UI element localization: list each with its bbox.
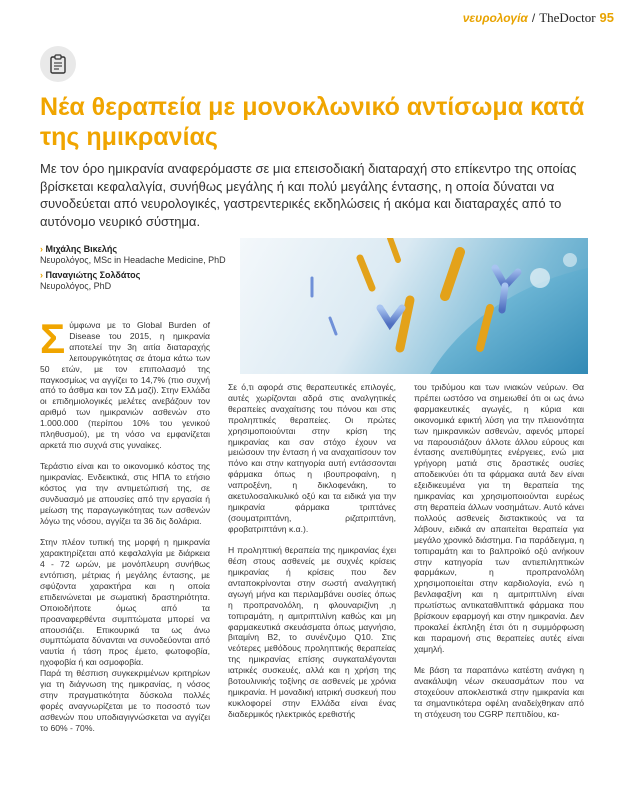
page-number: 95 xyxy=(599,10,614,25)
paragraph: Σε ό,τι αφορά στις θεραπευτικές επιλογές, αυτές χωρίζονται αδρά στις αναλγητικές θεραπείες αναχαίτισης του πόνου και στις προληπτικές θεραπείες. Οι πρώτες χρησιμοποιούνται στην κρίση της ημικρανίας και σαν στόχο έχουν να μειώσουν την ένταση ή να αναχαιτίσουν τον πόνο και στην κατηγορία αυτή εντάσσονται φάρμακα όπως η ιβουπροφαίνη, η ναπροξένη, η δικλοφενάκη, το ακετυλοσαλικυλικό οξύ και τα ειδικά για την ημικρανία φάρμακα τριπτάνες (σουματριπτάνη, ριζατριπτάνη, φροβατριπτάνη κ.α.). xyxy=(228,382,396,534)
paragraph: Παρά τη θέσπιση συγκεκριμένων κριτηρίων για τη διάγνωση της ημικρανίας, η νόσος στην πραγματικότητα δύσκολα πολλές φορές αναγνωρίζεται με το ποσοστό των ασθενών που υποδιαγιγνώσκεται να αγγίζει το 60% - 70%. xyxy=(40,668,210,733)
author-block xyxy=(40,240,240,292)
article-lead: Με τον όρο ημικρανία αναφερόμαστε σε μια επεισοδιακή διαταραχή στο επίκεντρο της οποίας βρίσκεται κεφαλαλγία, συνήθως μεγάλης ή και πολύ μεγάλης έντασης, η οποία δύναται να συνοδεύεται από νευρολογικές, γαστρεντερικές εκδηλώσεις ή ακόμα και διαταραχές από το αυτόνομο νευρικό σύστημα. xyxy=(40,161,577,229)
author-entry xyxy=(40,270,240,292)
paragraph: Τεράστιο είναι και το οικονομικό κόστος της ημικρανίας. Ενδεικτικά, στις ΗΠΑ το ετήσιο κόστος για την αντιμετώπισή της, σε συνδυασμό με απουσίες από την εργασία ή μείωση της παραγωγικότητας των ασθενών λόγω της νόσου, αγγίζει τα 36 δις δολάρια. xyxy=(40,461,210,526)
paragraph: Με βάση τα παραπάνω κατέστη ανάγκη η ανακάλυψη νέων σκευασμάτων που να στοχεύουν αποκλειστικά στην ημικρανία και τα σημαντικότερα οφέλη αναδείχθηκαν από τη στόχευση του CGRP πεπτιδίου, κα- xyxy=(414,665,584,719)
author-name: › Παναγιώτης Σολδάτος xyxy=(40,270,240,281)
author-entry xyxy=(40,244,240,266)
section-label: νευρολογία xyxy=(462,11,528,25)
header-separator: / xyxy=(531,11,536,25)
article-title: Νέα θεραπεία με μονοκλωνικό αντίσωμα κατά της ημικρανίας xyxy=(40,93,585,151)
running-header xyxy=(463,10,614,26)
paragraph: του τριδύμου και των ινιακών νεύρων. Θα πρέπει ωστόσο να σημειωθεί ότι οι ως άνω φαρμακευτικές αγωγές, η κύρια και οικονομικά εφικτή λύση για την πλειονότητα των ημικρανικών ασθενών, αφενός μπορεί να παρουσιάζουν άλλοτε άλλου εύρους και έντασης ανεπιθύμητες ενέργειες, ενώ μια γρήγορη ματιά στις δραστικές ουσίες αποδεικνύει ότι τα φάρμακα αυτά δεν είναι εξειδικευμένα για τη θεραπεία της ημικρανίας και χρησιμοποιούνται ευρέως στη θεραπεία άλλων νοσημάτων. Αυτό κάνει πολλούς ασθενείς διστακτικούς να τα λάβουν, ειδικά αν απαιτείται θεραπεία για μεγάλο χρονικό διάστημα. Για παράδειγμα, η τοπιραμάτη και το βαλπροϊκό οξύ ανήκουν στην κατηγορία των αντιεπιληπτικών φαρμάκων, η προπρανολόλη χρησιμοποιείται στην καρδιολογία, ενώ η βενλαφαξίνη και η αμιτριπτιλίνη είναι πρωτίστως αντικαταθλιπτικά φάρμακα που βρίσκουν εφαρμογή και στην ημικρανία. Δεν προκαλεί έκπληξη έτσι ότι η συμμόρφωση και παραμονή στις θεραπείες αυτές είναι χαμηλή. xyxy=(414,382,584,654)
paragraph: Στην πλέον τυπική της μορφή η ημικρανία χαρακτηρίζεται από κεφαλαλγία με διάρκεια 4 - 72 ωρών, με μονόπλευρη συνήθως εντόπιση, μέτριας ή μεγάλης έντασης, με σφύζοντα χαρακτήρα και η οποία επιδεινώνεται με σωματική δραστηριότητα. Οποιοδήποτε όμως από τα προαναφερθέντα συμπτώματα μπορεί να απουσιάζει. Επικουρικά τα ως άνω συμπτώματα δύνανται να συνοδεύονται από ναυτία ή τάση προς έμετο, φωτοφοβία, ηχοφοβία ή και οσμοφοβία. xyxy=(40,537,210,668)
article-column-1 xyxy=(40,315,210,734)
paragraph: Η προληπτική θεραπεία της ημικρανίας έχει θέση στους ασθενείς με συχνές κρίσεις ημικρανίας ή κρίσεις που δεν ανταποκρίνονται στην σωστή αναλγητική αγωγή μήνα και περιλαμβάνει ουσίες όπως η προπρανολόλη, η φλουναριζίνη ,η τοπιραμάτη, η αμιτριπτιλίνη καθώς και μη φαρμακευτικά σκευάσματα όπως μαγνήσιο, βιταμίνη Β2, το συνένζυμο Q10. Στις νεότερες μεθόδους προληπτικής θεραπείας της ημικρανίας επίσης συγκαταλέγονται ιατρικές συσκευές, αλλά και η χρήση της βοτουλινικής τοξίνης σε ασθενείς με χρόνια ημικρανία. Η μοναδική ιατρική συσκευή που κυκλοφορεί στην Ελλάδα είναι ένας διαδερμικός ηλεκτρικός ερεθιστής xyxy=(228,545,396,719)
category-badge xyxy=(40,46,76,82)
notepad-icon xyxy=(47,53,69,75)
magazine-brand: TheDoctor xyxy=(539,10,596,25)
article-column-2 xyxy=(228,382,396,720)
article-column-3 xyxy=(414,382,584,720)
paragraph: ύμφωνα με το Global Burden of Disease του 2015, η ημικρανία αποτελεί την 3η αιτία διαταραχής λειτουργικότητας σε άτομα κάτω των 50 ετών, με τον επιπολασμό της παγκοσμίως να αγγίζει το 14,7% (πιο συχνή από το άσθμα και τον ΣΔ μαζί). Στην Ελλάδα οι επιδημιολογικές μελέτες ανεβάζουν τον αριθμό των ημικρανιών ασθενών στο 1.000.000 (περίπου 10% του γενικού πληθυσμού), με τη νόσο να εμφανίζεται αρκετά πιο συχνά στις γυναίκες. xyxy=(40,320,210,450)
author-name: › Μιχάλης Βικελής xyxy=(40,244,240,255)
drop-cap: Σ xyxy=(40,315,66,362)
author-role: Νευρολόγος, PhD xyxy=(40,281,112,291)
antibody-illustration xyxy=(240,238,588,374)
author-role: Νευρολόγος, MSc in Headache Medicine, PhD xyxy=(40,255,226,265)
